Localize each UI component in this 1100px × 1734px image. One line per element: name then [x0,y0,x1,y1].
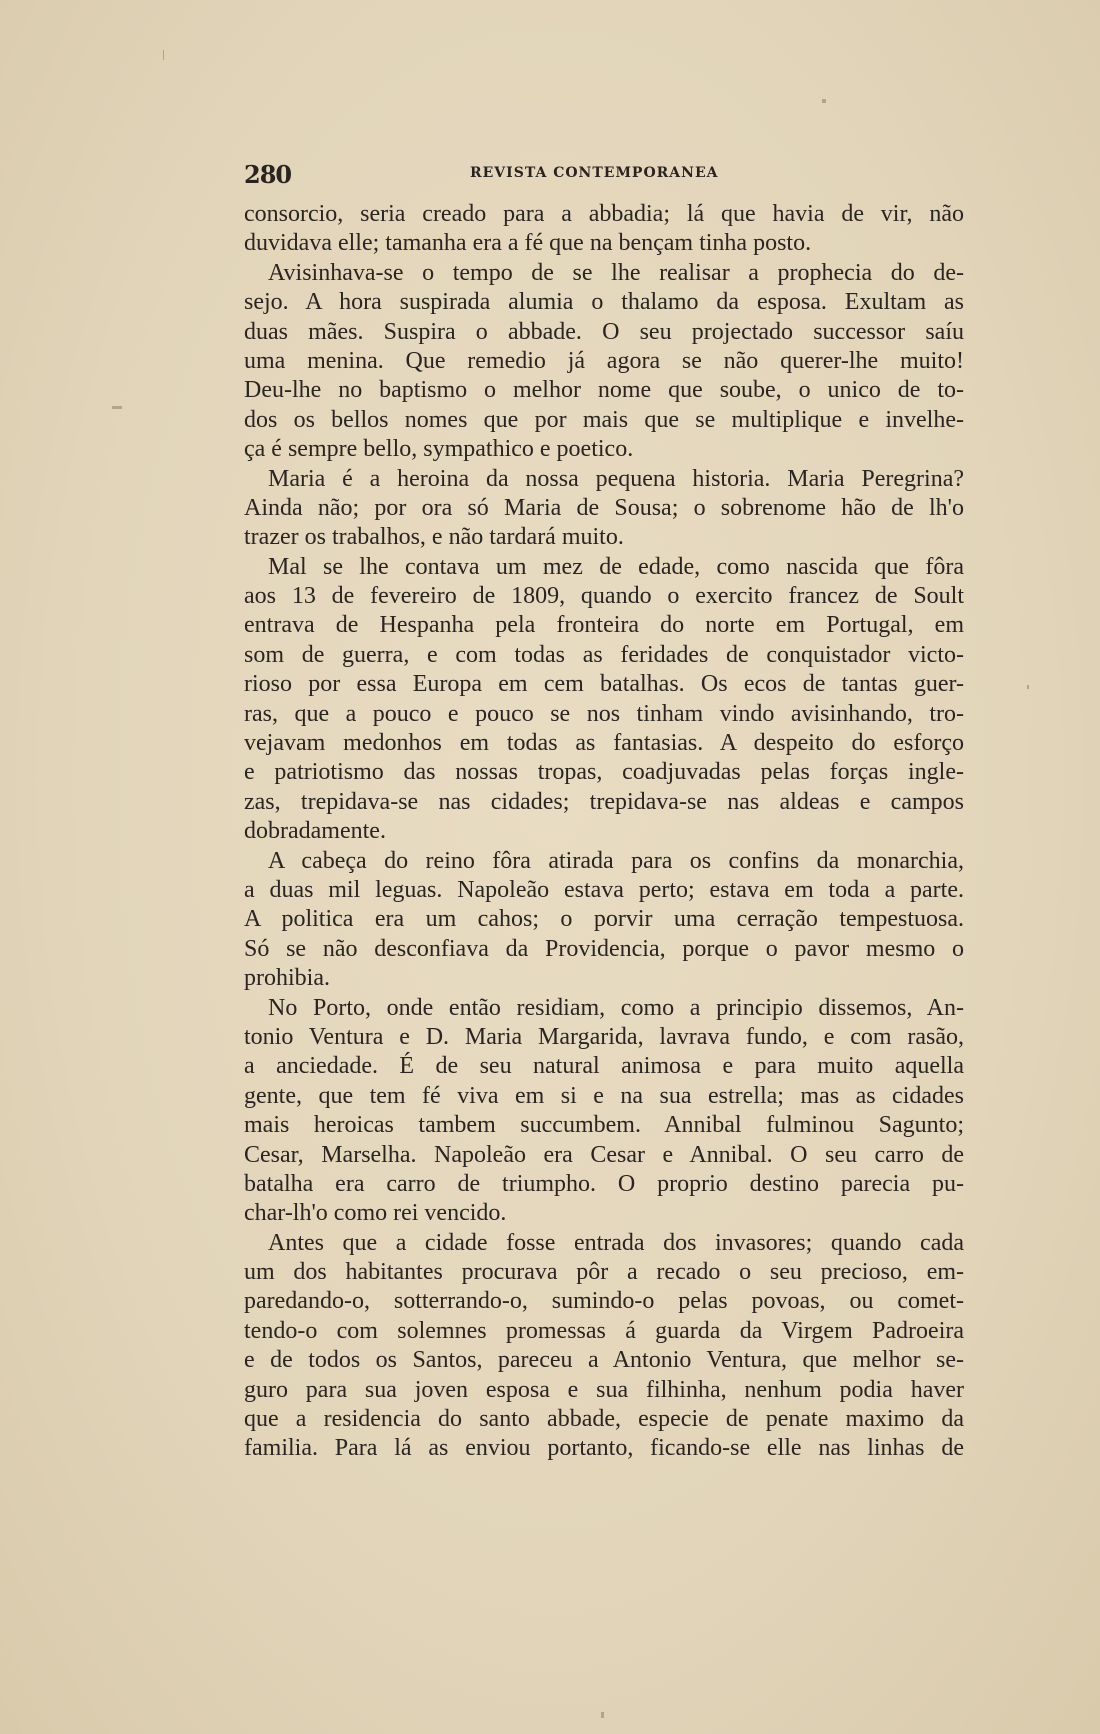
text-line: consorcio, seria creado para a abbadia; lá que havia de vir, não [244,201,964,227]
paper-speck [112,406,122,409]
text-line: entrava de Hespanha pela fronteira do norte em Portugal, em [244,612,964,639]
body-text [244,200,964,1464]
running-title: REVISTA CONTEMPORANEA [470,165,719,181]
text-line: Cesar, Marselha. Napoleão era Cesar e Annibal. O seu carro de [244,1141,964,1168]
text-line: duvidava elle; tamanha era a fé que na bençam tinha posto. [244,230,812,257]
text-line: a anciedade. É de seu natural animosa e para muito aquella [244,1053,964,1080]
text-line: Só se não desconfiava da Providencia, porque o pavor mesmo o [244,935,964,962]
text-line: prohibia. [244,965,330,992]
text-line: que a residencia do santo abbade, especie de penate maximo da [244,1406,964,1433]
text-line: A politica era um cahos; o porvir uma cerração tempestuosa. [244,906,964,933]
text-line: tonio Ventura e D. Maria Margarida, lavrava fundo, e com rasão, [244,1023,964,1050]
paper-speck [601,1712,604,1718]
paper-speck [163,50,164,60]
text-line: Antes que a cidade fosse entrada dos invasores; quando cada [268,1229,964,1256]
text-line: Mal se lhe contava um mez de edade, como nascida que fôra [268,553,964,580]
text-line: paredando-o, sotterrando-o, sumindo-o pelas povoas, ou comet- [244,1288,964,1315]
text-line: dobradamente. [244,818,386,845]
text-line: ras, que a pouco e pouco se nos tinham vindo avisinhando, tro- [244,700,964,727]
text-line: zas, trepidava-se nas cidades; trepidava-se nas aldeas e campos [244,788,964,815]
text-line: Avisinhava-se o tempo de se lhe realisar a prophecia do de- [268,259,964,286]
text-line: No Porto, onde então residiam, como a principio dissemos, An- [268,994,964,1021]
text-line: som de guerra, e com todas as feridades de conquistador victo- [244,641,964,668]
text-line: e patriotismo das nossas tropas, coadjuvadas pelas forças ingle- [244,759,964,786]
text-line: a duas mil leguas. Napoleão estava perto; estava em toda a parte. [244,876,964,903]
page-number: 280 [244,160,292,189]
text-line: vejavam medonhos em todas as fantasias. A despeito do esforço [244,730,964,757]
text-line: Ainda não; por ora só Maria de Sousa; o sobrenome hão de lh'o [244,494,964,521]
text-line: aos 13 de fevereiro de 1809, quando o exercito francez de Soult [244,583,964,610]
text-line: trazer os trabalhos, e não tardará muito. [244,524,624,551]
paper-speck [1027,685,1029,689]
text-line: ça é sempre bello, sympathico e poetico. [244,436,634,463]
text-line: gente, que tem fé viva em si e na sua estrella; mas as cidades [244,1082,964,1109]
text-line: Maria é a heroina da nossa pequena historia. Maria Peregrina? [268,465,964,492]
text-line: A cabeça do reino fôra atirada para os confins da monarchia, [268,847,964,874]
text-line: Deu-lhe no baptismo o melhor nome que soube, o unico de to- [244,377,964,404]
text-line: um dos habitantes procurava pôr a recado o seu precioso, em- [244,1259,964,1286]
paper-speck [822,99,826,103]
text-line: tendo-o com solemnes promessas á guarda da Virgem Padroeira [244,1317,964,1344]
text-line: batalha era carro de triumpho. O proprio destino parecia pu- [244,1170,964,1197]
text-line: duas mães. Suspira o abbade. O seu projectado successor saíu [244,318,964,345]
text-line: familia. Para lá as enviou portanto, ficando-se elle nas linhas de [244,1435,964,1462]
text-line: rioso por essa Europa em cem batalhas. Os ecos de tantas guer- [244,671,964,698]
text-line: guro para sua joven esposa e sua filhinha, nenhum podia haver [244,1376,964,1403]
text-line: uma menina. Que remedio já agora se não querer-lhe muito! [244,347,964,374]
text-line: sejo. A hora suspirada alumia o thalamo da esposa. Exultam as [244,289,964,316]
text-line: e de todos os Santos, pareceu a Antonio Ventura, que melhor se- [244,1347,964,1374]
text-line: char-lh'o como rei vencido. [244,1200,507,1227]
page-header [244,160,964,190]
text-line: dos os bellos nomes que por mais que se multiplique e invelhe- [244,406,964,433]
text-line: mais heroicas tambem succumbem. Annibal fulminou Sagunto; [244,1112,964,1139]
